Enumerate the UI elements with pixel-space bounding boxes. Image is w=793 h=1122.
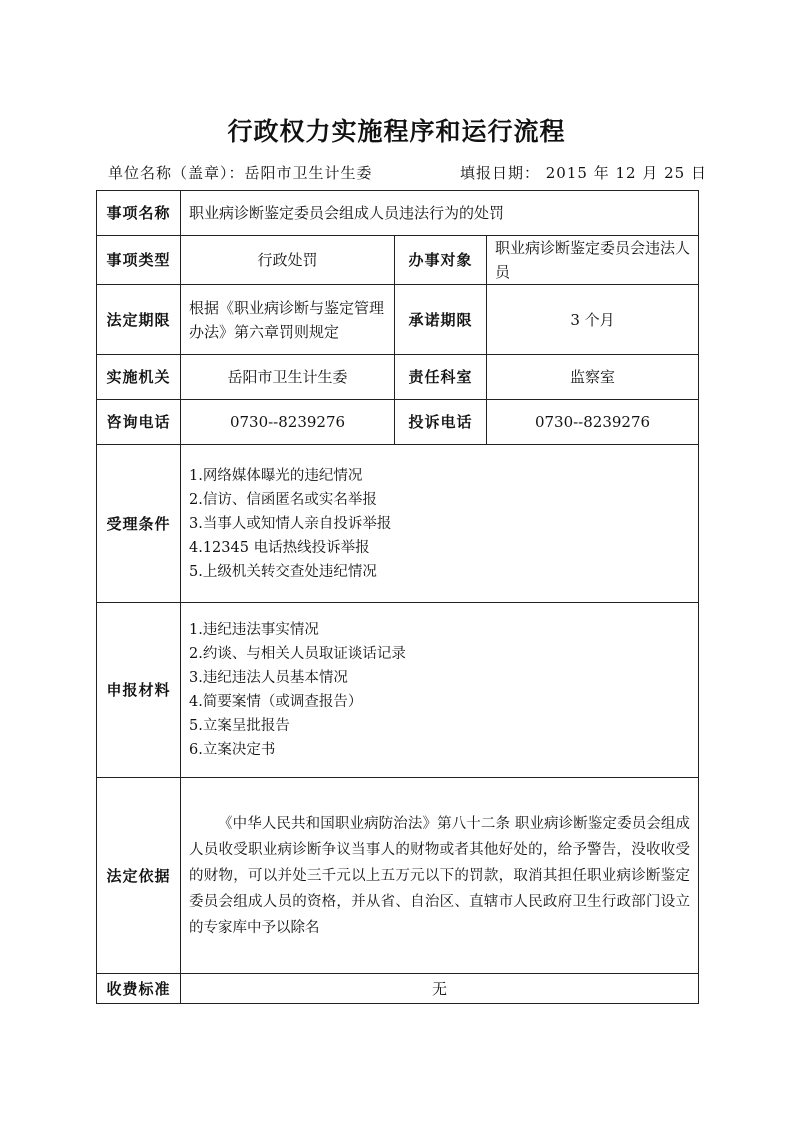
- list-item: 3.当事人或知情人亲自投诉举报: [189, 515, 392, 532]
- row-legal-period: [97, 285, 699, 355]
- label-target: 办事对象: [395, 236, 487, 285]
- value-complaint-phone: 0730--8239276: [487, 400, 699, 445]
- label-basis: 法定依据: [97, 778, 181, 974]
- label-item-name: 事项名称: [97, 191, 181, 236]
- row-item-type: [97, 236, 699, 285]
- fill-date: 填报日期： 2015 年 12 月 25 日: [460, 164, 707, 182]
- label-materials: 申报材料: [97, 603, 181, 778]
- list-item: 5.上级机关转交查处违纪情况: [189, 563, 377, 580]
- label-legal-period: 法定期限: [97, 285, 181, 355]
- row-fee: [97, 974, 699, 1004]
- materials-cell: [181, 603, 699, 778]
- value-target: 职业病诊断鉴定委员会违法人员: [487, 236, 699, 285]
- list-item: 4.简要案情（或调查报告）: [189, 694, 363, 710]
- value-fee: 无: [181, 974, 699, 1004]
- value-promise-period: 3 个月: [487, 285, 699, 355]
- materials-list: [181, 618, 698, 762]
- basis-cell: [181, 778, 699, 974]
- row-agency: [97, 355, 699, 400]
- value-item-type: 行政处罚: [181, 236, 395, 285]
- conditions-list: [181, 464, 698, 584]
- row-item-name: [97, 191, 699, 236]
- label-promise-period: 承诺期限: [395, 285, 487, 355]
- list-item: 2.约谈、与相关人员取证谈话记录: [189, 646, 406, 662]
- label-consult-phone: 咨询电话: [97, 400, 181, 445]
- row-materials: [97, 603, 699, 778]
- label-item-type: 事项类型: [97, 236, 181, 285]
- list-item: 3.违纪违法人员基本情况: [189, 670, 348, 686]
- label-agency: 实施机关: [97, 355, 181, 400]
- label-conditions: 受理条件: [97, 445, 181, 603]
- basis-text: 《中华人民共和国职业病防治法》第八十二条 职业病诊断鉴定委员会组成人员收受职业病诊断争议当事人的财物或者其他好处的，给予警告，没收收受的财物，可以并处三千元以上五万元以下的罚款，取消其担任职业病诊断鉴定委员会组成人员的资格，并从省、自治区、直辖市人民政府卫生行政部门设立的专家库中予以除名: [189, 815, 691, 936]
- label-complaint-phone: 投诉电话: [395, 400, 487, 445]
- row-conditions: [97, 445, 699, 603]
- list-item: 4.12345 电话热线投诉举报: [189, 539, 370, 556]
- list-item: 2.信访、信函匿名或实名举报: [189, 491, 377, 508]
- list-item: 1.网络媒体曝光的违纪情况: [189, 467, 363, 484]
- row-phones: [97, 400, 699, 445]
- row-basis: [97, 778, 699, 974]
- conditions-cell: [181, 445, 699, 603]
- label-office: 责任科室: [395, 355, 487, 400]
- value-consult-phone: 0730--8239276: [181, 400, 395, 445]
- procedure-table: [96, 190, 699, 1004]
- value-agency: 岳阳市卫生计生委: [181, 355, 395, 400]
- value-legal-period: 根据《职业病诊断与鉴定管理办法》第六章罚则规定: [181, 285, 395, 355]
- list-item: 6.立案决定书: [189, 742, 276, 758]
- list-item: 1.违纪违法事实情况: [189, 622, 319, 638]
- value-item-name: 职业病诊断鉴定委员会组成人员违法行为的处罚: [181, 191, 699, 236]
- unit-name: 单位名称（盖章）：岳阳市卫生计生委: [108, 164, 373, 182]
- label-fee: 收费标准: [97, 974, 181, 1004]
- list-item: 5.立案呈批报告: [189, 718, 290, 734]
- page-title: 行政权力实施程序和运行流程: [227, 117, 566, 146]
- value-office: 监察室: [487, 355, 699, 400]
